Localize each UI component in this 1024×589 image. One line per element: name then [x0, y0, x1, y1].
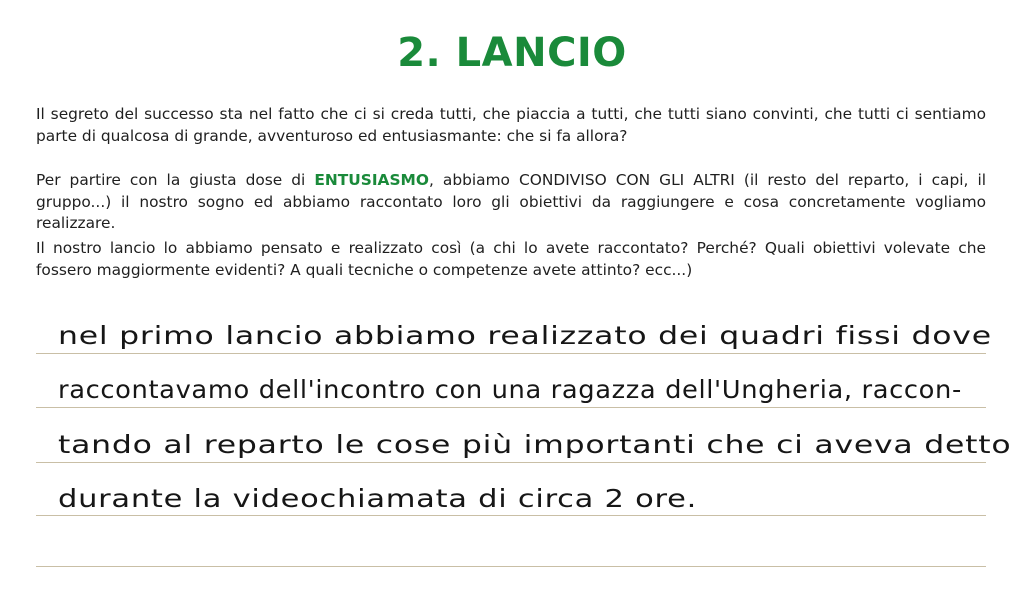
paragraph-text-before: Per partire con la giusta dose di	[36, 171, 315, 189]
intro-paragraph: Il segreto del successo sta nel fatto che ci si creda tutti, che piaccia a tutti, che tutti siano convinti, che tutti ci sentiamo parte di qualcosa di grande, avventuroso ed entusiasmante: che si fa allora?	[36, 105, 986, 145]
writing-line	[36, 462, 986, 463]
handwritten-line: tando al reparto le cose più importanti che ci aveva detto	[58, 430, 1012, 459]
handwritten-line: durante la videochiamata di circa 2 ore.	[58, 484, 698, 513]
section-title: 2. LANCIO	[397, 30, 627, 76]
highlight-word: ENTUSIASMO	[314, 171, 429, 189]
paragraph-text-after: , abbiamo CONDIVISO CON GLI ALTRI (il resto del reparto, i capi, il gruppo...) il nostro sogno ed abbiamo raccontato loro gli obiettivi da raggiungere e cosa concretamente vogliamo realizzare.	[36, 171, 986, 232]
writing-line	[36, 407, 986, 408]
handwritten-line: nel primo lancio abbiamo realizzato dei quadri fissi dove	[58, 321, 992, 350]
writing-line	[36, 515, 986, 516]
question-paragraph: Il nostro lancio lo abbiamo pensato e realizzato così (a chi lo avete raccontato? Perché? Quali obiettivi volevate che fossero maggiormente evidenti? A quali tecniche o competenze avete attinto? ecc...)	[36, 239, 986, 279]
writing-line	[36, 353, 986, 354]
enthusiasm-paragraph	[36, 170, 986, 235]
writing-line	[36, 566, 986, 567]
handwritten-line: raccontavamo dell'incontro con una ragazza dell'Ungheria, raccon-	[58, 375, 962, 404]
